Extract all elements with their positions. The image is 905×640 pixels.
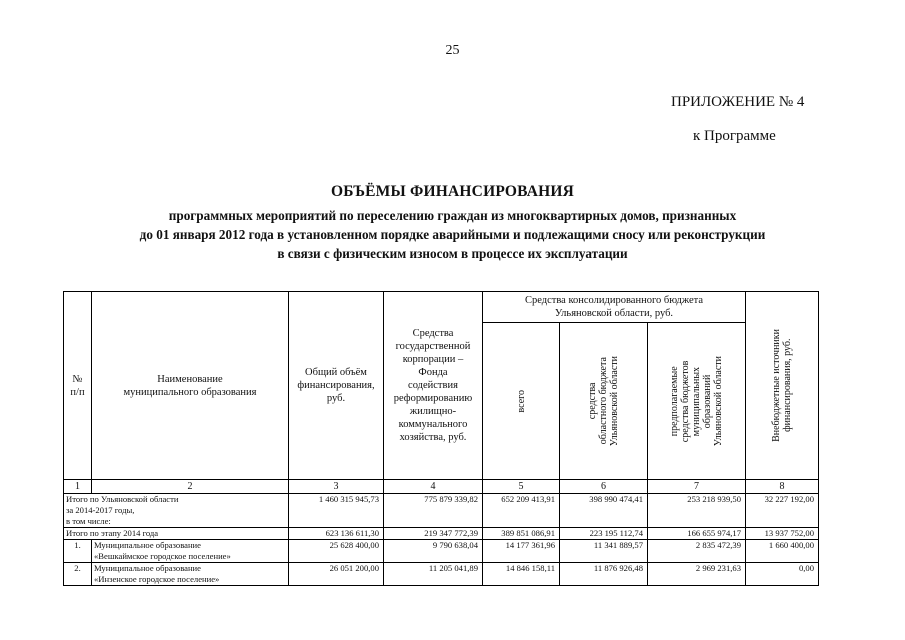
header-text: государственной: [395, 341, 471, 352]
header-extra-budgetary: [746, 292, 819, 480]
municipality-name-line: «Инзенское городское поселение»: [94, 574, 220, 584]
header-text: хозяйства, руб.: [399, 432, 467, 443]
document-subtitle: [0, 206, 905, 263]
header-municipal-budget: [648, 323, 746, 480]
cell-regional-budget: 11 341 889,57: [560, 540, 648, 563]
row-label-line: Итого по Ульяновской области: [66, 494, 179, 504]
header-text: финансирования,: [297, 380, 375, 391]
header-text: Ульяновской области: [713, 355, 724, 447]
column-number: 7: [648, 480, 746, 494]
header-text: Ульяновской области, руб.: [554, 308, 674, 319]
header-text: Общий объём: [305, 367, 367, 378]
cell-total-volume: 623 136 611,30: [289, 528, 384, 540]
document-title: ОБЪЁМЫ ФИНАНСИРОВАНИЯ: [330, 183, 575, 200]
cell-budget-all: 389 851 086,91: [483, 528, 560, 540]
header-total-volume: [289, 292, 384, 480]
cell-regional-budget: 398 990 474,41: [560, 494, 648, 528]
header-text: образований: [702, 374, 713, 428]
cell-extra-budgetary: 13 937 752,00: [746, 528, 819, 540]
cell-extra-budgetary: 1 660 400,00: [746, 540, 819, 563]
financing-table: [63, 291, 819, 586]
column-number-row: [64, 480, 819, 494]
header-fund: [384, 292, 483, 480]
cell-budget-all: 14 177 361,96: [483, 540, 560, 563]
header-consolidated-budget: [483, 292, 746, 323]
cell-total-volume: 1 460 315 945,73: [289, 494, 384, 528]
header-text: Фонда: [418, 367, 448, 378]
header-text: жилищно-: [409, 406, 457, 417]
header-regional-budget: [560, 323, 648, 480]
appendix-title: ПРИЛОЖЕНИЕ № 4: [671, 94, 805, 110]
row-number: 2.: [64, 563, 92, 586]
appendix-subtitle: к Программе: [693, 128, 776, 144]
column-number: 2: [92, 480, 289, 494]
row-label-line: за 2014-2017 годы,: [66, 505, 135, 515]
column-number: 4: [384, 480, 483, 494]
header-text: Средства: [412, 328, 454, 339]
column-number: 1: [64, 480, 92, 494]
cell-fund: 219 347 772,39: [384, 528, 483, 540]
municipality-name: [92, 540, 289, 563]
header-text: финансирования, руб.: [782, 338, 793, 433]
header-budget-all: [483, 323, 560, 480]
municipality-name-line: Муниципальное образование: [94, 563, 201, 573]
subtitle-line: программных мероприятий по переселению граждан из многоквартирных домов, признанных: [168, 208, 737, 223]
header-text: муниципального образования: [123, 386, 257, 398]
column-number: 6: [560, 480, 648, 494]
subtitle-line: в связи с физическим износом в процессе их эксплуатации: [277, 246, 628, 261]
cell-extra-budgetary: 32 227 192,00: [746, 494, 819, 528]
header-text: Ульяновской области: [609, 355, 620, 447]
cell-total-volume: 26 051 200,00: [289, 563, 384, 586]
header-text: средства: [587, 382, 598, 420]
header-text: предполагаемые: [669, 366, 680, 436]
header-text: муниципальных: [691, 366, 702, 436]
page-number: 25: [445, 43, 460, 58]
municipality-name-line: «Вешкаймское городское поселение»: [94, 551, 231, 561]
cell-municipal-budget: 2 835 472,39: [648, 540, 746, 563]
header-name: [92, 292, 289, 480]
cell-fund: 9 790 638,04: [384, 540, 483, 563]
cell-budget-all: 14 846 158,11: [483, 563, 560, 586]
municipality-name-line: Муниципальное образование: [94, 540, 201, 550]
cell-municipal-budget: 253 218 939,50: [648, 494, 746, 528]
column-number: 8: [746, 480, 819, 494]
header-text: областного бюджета: [598, 357, 609, 445]
header-number: [64, 292, 92, 480]
stage-total-label: Итого по этапу 2014 года: [64, 528, 289, 540]
cell-extra-budgetary: 0,00: [746, 563, 819, 586]
header-text: коммунального: [398, 419, 468, 430]
column-number: 3: [289, 480, 384, 494]
header-text: содействия: [408, 380, 458, 391]
table-row: [64, 563, 819, 586]
municipality-name: [92, 563, 289, 586]
cell-fund: 775 879 339,82: [384, 494, 483, 528]
header-text: Внебюджетные источники: [771, 329, 782, 442]
column-number: 5: [483, 480, 560, 494]
header-text: п/п: [70, 386, 85, 398]
subtitle-line: до 01 января 2012 года в установленном порядке аварийными и подлежащими сносу или реконструкции: [139, 227, 766, 242]
cell-budget-all: 652 209 413,91: [483, 494, 560, 528]
grand-total-label: [64, 494, 289, 528]
table-row: [64, 540, 819, 563]
row-number: 1.: [64, 540, 92, 563]
header-text: №: [72, 373, 83, 385]
cell-fund: 11 205 041,89: [384, 563, 483, 586]
cell-municipal-budget: 166 655 974,17: [648, 528, 746, 540]
header-text: средства бюджетов: [680, 360, 691, 442]
row-label-line: в том числе:: [66, 516, 111, 526]
header-text: реформированию: [393, 393, 473, 404]
header-text: Наименование: [157, 373, 223, 385]
cell-regional-budget: 11 876 926,48: [560, 563, 648, 586]
cell-municipal-budget: 2 969 231,63: [648, 563, 746, 586]
stage-total-row: [64, 528, 819, 540]
header-text: корпорации –: [402, 354, 464, 365]
header-text: всего: [515, 389, 527, 413]
header-text: руб.: [326, 393, 346, 404]
cell-regional-budget: 223 195 112,74: [560, 528, 648, 540]
cell-total-volume: 25 628 400,00: [289, 540, 384, 563]
grand-total-row: [64, 494, 819, 528]
header-text: Средства консолидированного бюджета: [524, 295, 704, 306]
